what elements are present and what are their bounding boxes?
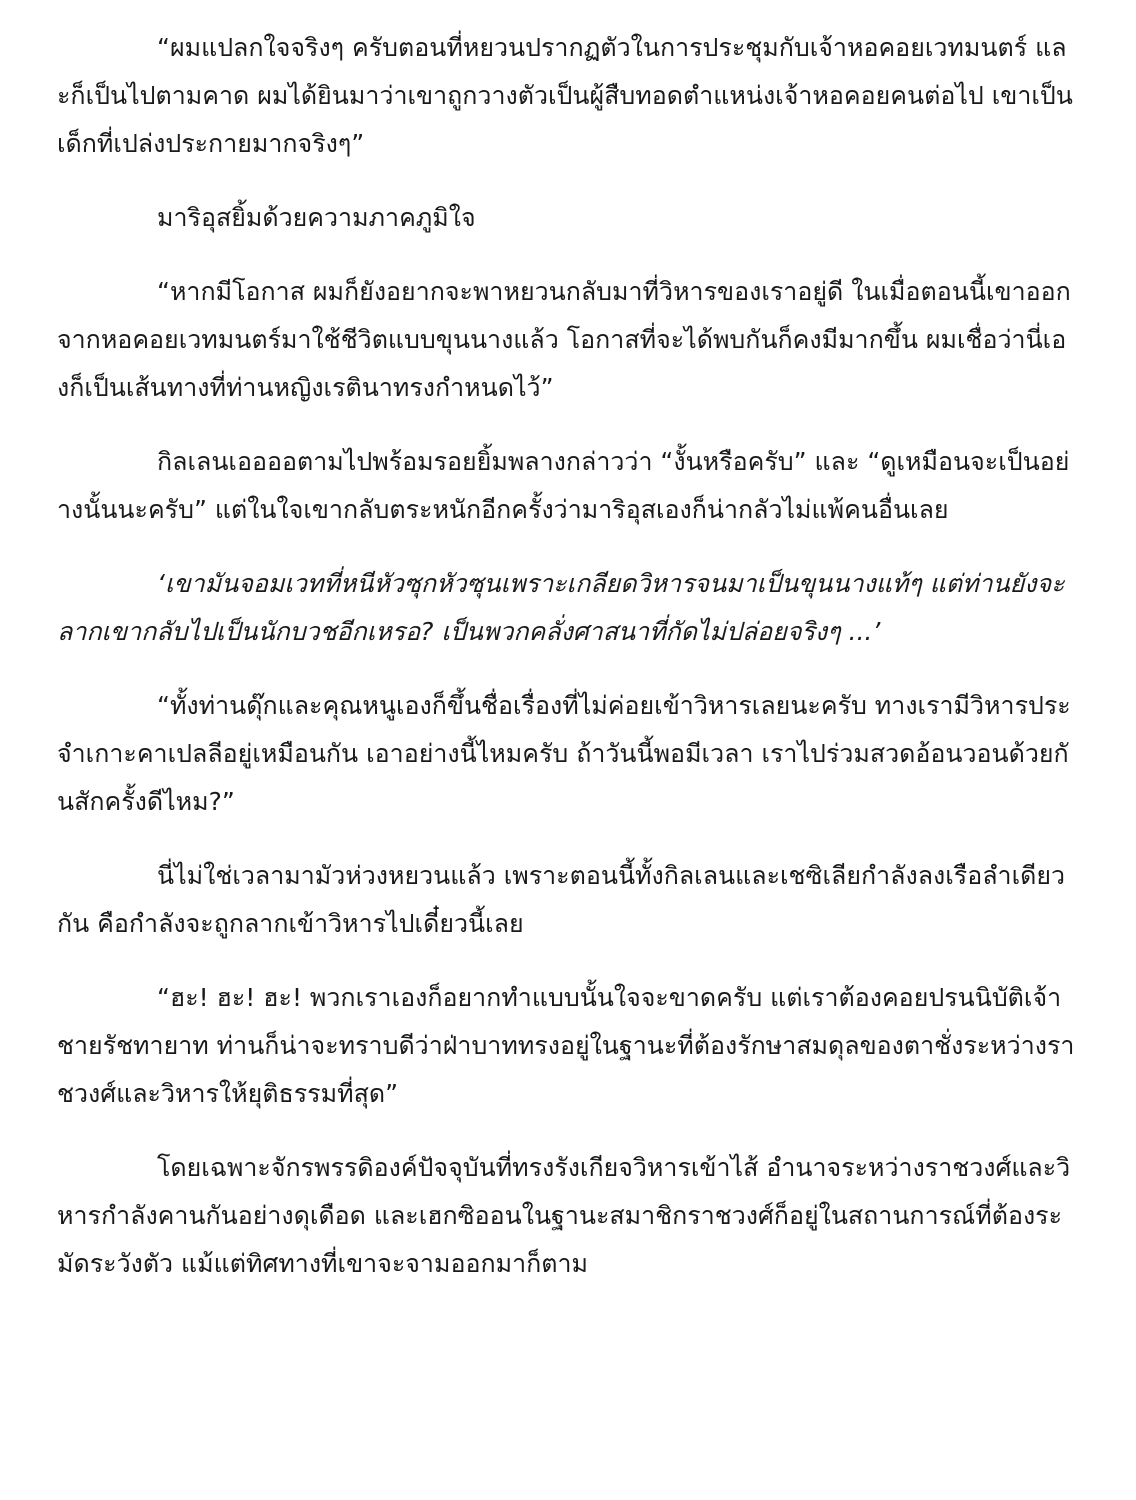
paragraph-dialogue-marius-2: “หากมีโอกาส ผมก็ยังอยากจะพาหยวนกลับมาที่วิหารของเราอยู่ดี ในเมื่อตอนนี้เขาออกจากหอคอยเวทมนตร์มาใช้ชีวิตแบบขุนนางแล้ว โอกาสที่จะได้พบกันก็คงมีมากขึ้น ผมเชื่อว่านี่เองก็เป็นเส้นทางที่ท่านหญิงเรตินาทรงกำหนดไว้” — [57, 277, 1071, 402]
paragraph-narration-3: นี่ไม่ใช่เวลามามัวห่วงหยวนแล้ว เพราะตอนนี้ทั้งกิลเลนและเชซิเลียกำลังลงเรือลำเดียวกัน คือกำลังจะถูกลากเข้าวิหารไปเดี๋ยวนี้เลย — [57, 861, 1066, 938]
paragraph-dialogue-marius-3: “ทั้งท่านดุ๊กและคุณหนูเองก็ขึ้นชื่อเรื่องที่ไม่ค่อยเข้าวิหารเลยนะครับ ทางเรามีวิหารประจำเกาะคาเปลลีอยู่เหมือนกัน เอาอย่างนี้ไหมครับ ถ้าวันนี้พอมีเวลา เราไปร่วมสวดอ้อนวอนด้วยกันสักครั้งดีไหม?” — [57, 691, 1071, 816]
paragraph-narration-4: โดยเฉพาะจักรพรรดิองค์ปัจจุบันที่ทรงรังเกียจวิหารเข้าไส้ อำนาจระหว่างราชวงศ์และวิหารกำลังคานกันอย่างดุเดือด และเฮกซิออนในฐานะสมาชิกราชวงศ์ก็อยู่ในสถานการณ์ที่ต้องระมัดระวังตัว แม้แต่ทิศทางที่เขาจะจามออกมาก็ตาม — [57, 1153, 1071, 1278]
paragraph-dialogue-gillen: “ฮะ! ฮะ! ฮะ! พวกเราเองก็อยากทำแบบนั้นใจจะขาดครับ แต่เราต้องคอยปรนนิบัติเจ้าชายรัชทายาท ท่านก็น่าจะทราบดีว่าฝ่าบาททรงอยู่ในฐานะที่ต้องรักษาสมดุลของตาชั่งระหว่างราชวงศ์และวิหารให้ยุติธรรมที่สุด” — [57, 983, 1075, 1108]
paragraph-narration-2: กิลเลนเออออตามไปพร้อมรอยยิ้มพลางกล่าวว่า “งั้นหรือครับ” และ “ดูเหมือนจะเป็นอย่างนั้นนะครับ” แต่ในใจเขากลับตระหนักอีกครั้งว่ามาริอุสเองก็น่ากลัวไม่แพ้คนอื่นเลย — [57, 447, 1070, 524]
paragraph-dialogue-marius-1: “ผมแปลกใจจริงๆ ครับตอนที่หยวนปรากฏตัวในการประชุมกับเจ้าหอคอยเวทมนตร์ และก็เป็นไปตามคาด ผมได้ยินมาว่าเขาถูกวางตัวเป็นผู้สืบทอดตำแหน่งเจ้าหอคอยคนต่อไป เขาเป็นเด็กที่เปล่งประกายมากจริงๆ” — [57, 33, 1073, 158]
paragraph-inner-thought: ‘เขามันจอมเวทที่หนีหัวซุกหัวซุนเพราะเกลียดวิหารจนมาเป็นขุนนางแท้ๆ แต่ท่านยังจะลากเขากลับไปเป็นนักบวชอีกเหรอ? เป็นพวกคลั่งศาสนาที่กัดไม่ปล่อยจริงๆ ...’ — [57, 569, 1065, 646]
paragraph-narration-1: มาริอุสยิ้มด้วยความภาคภูมิใจ — [157, 203, 476, 232]
